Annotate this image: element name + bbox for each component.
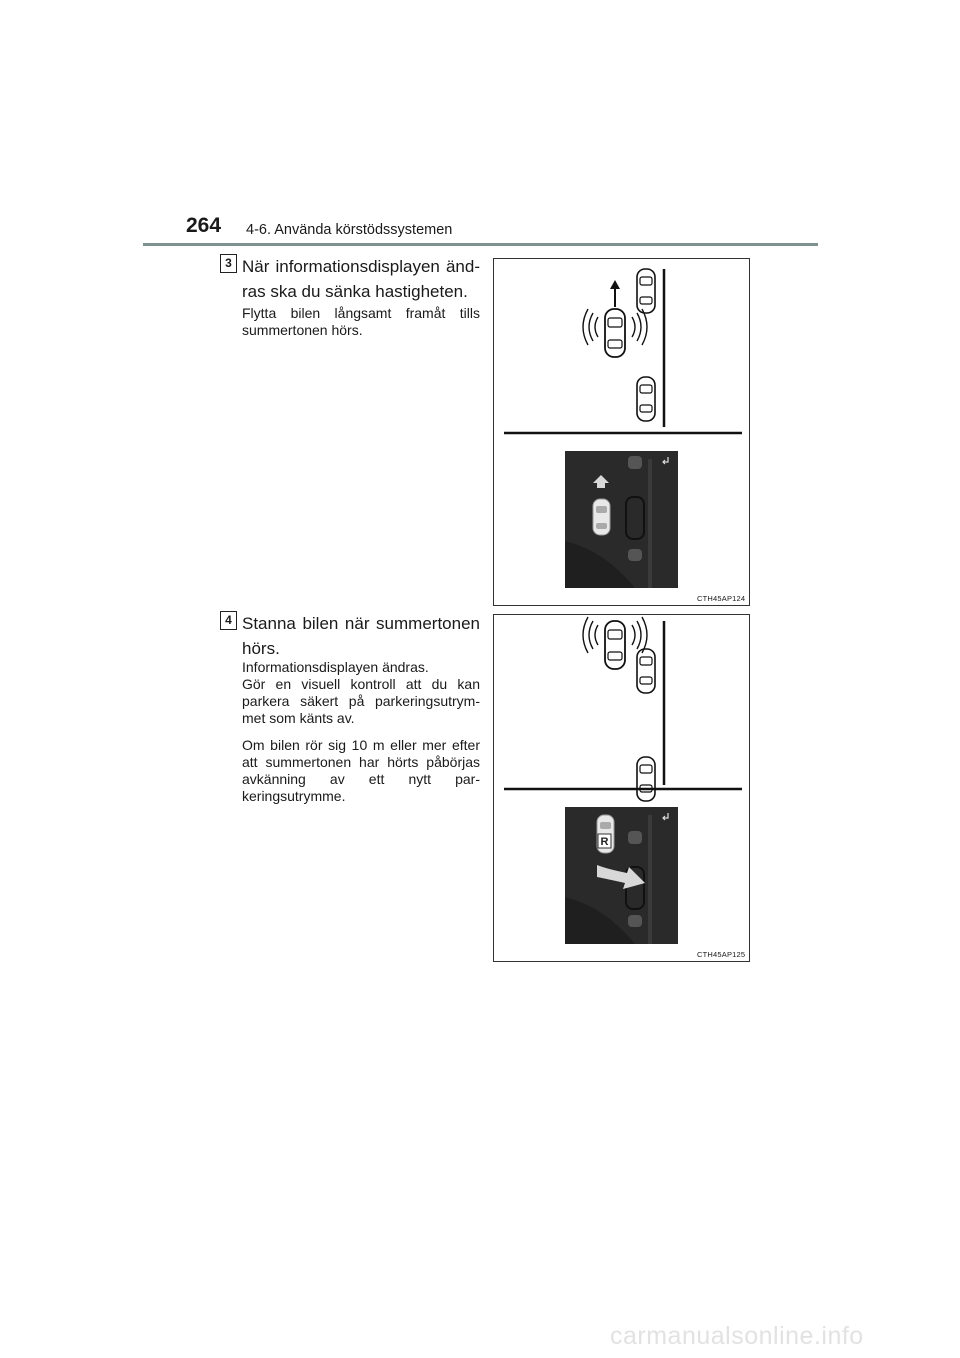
- page-number: 264: [186, 214, 222, 237]
- step-3-text: Flytta bilen långsamt framåt tills summertonen hörs.: [242, 305, 480, 338]
- figure-code-3: CTH45AP124: [697, 594, 746, 603]
- car-top-view-icon: [605, 621, 625, 669]
- parking-illustration-4: [494, 615, 749, 961]
- info-display-4: [565, 807, 678, 944]
- figure-step-3: [493, 258, 750, 606]
- reverse-indicator: R: [600, 836, 609, 848]
- figure-code-4: CTH45AP125: [697, 950, 746, 959]
- step-badge-4: 4: [220, 611, 237, 630]
- step-3-heading: När informationsdisplayen änd-ras ska du sänka hastigheten.: [242, 257, 480, 301]
- step-4-text-2: Gör en visuell kontroll att du kan parkera säkert på parkeringsutrym-met som känts av.: [242, 676, 480, 726]
- car-top-view-icon: [637, 269, 655, 313]
- section-title: 4-6. Använda körstödssystemen: [246, 222, 453, 238]
- car-top-view-icon: [637, 649, 655, 693]
- header-rule: [143, 243, 818, 246]
- car-top-view-icon: [605, 309, 625, 357]
- step-4-heading: Stanna bilen när summertonen hörs.: [242, 614, 480, 658]
- arrow-up-icon: [610, 280, 620, 307]
- car-top-view-icon: [637, 377, 655, 421]
- step-4-text-3: Om bilen rör sig 10 m eller mer efter att summertonen har hörts påbörjas avkänning av ett nytt par-keringsutrymme.: [242, 737, 480, 804]
- info-display-3: [565, 451, 678, 588]
- car-top-view-icon: [593, 499, 610, 535]
- figure-step-4: [493, 614, 750, 962]
- parking-illustration-3: [494, 259, 749, 605]
- step-badge-3: 3: [220, 254, 237, 273]
- step-4-text-1: Informationsdisplayen ändras.: [242, 659, 429, 675]
- car-top-view-icon: [637, 757, 655, 801]
- watermark: carmanualsonline.info: [610, 1322, 864, 1350]
